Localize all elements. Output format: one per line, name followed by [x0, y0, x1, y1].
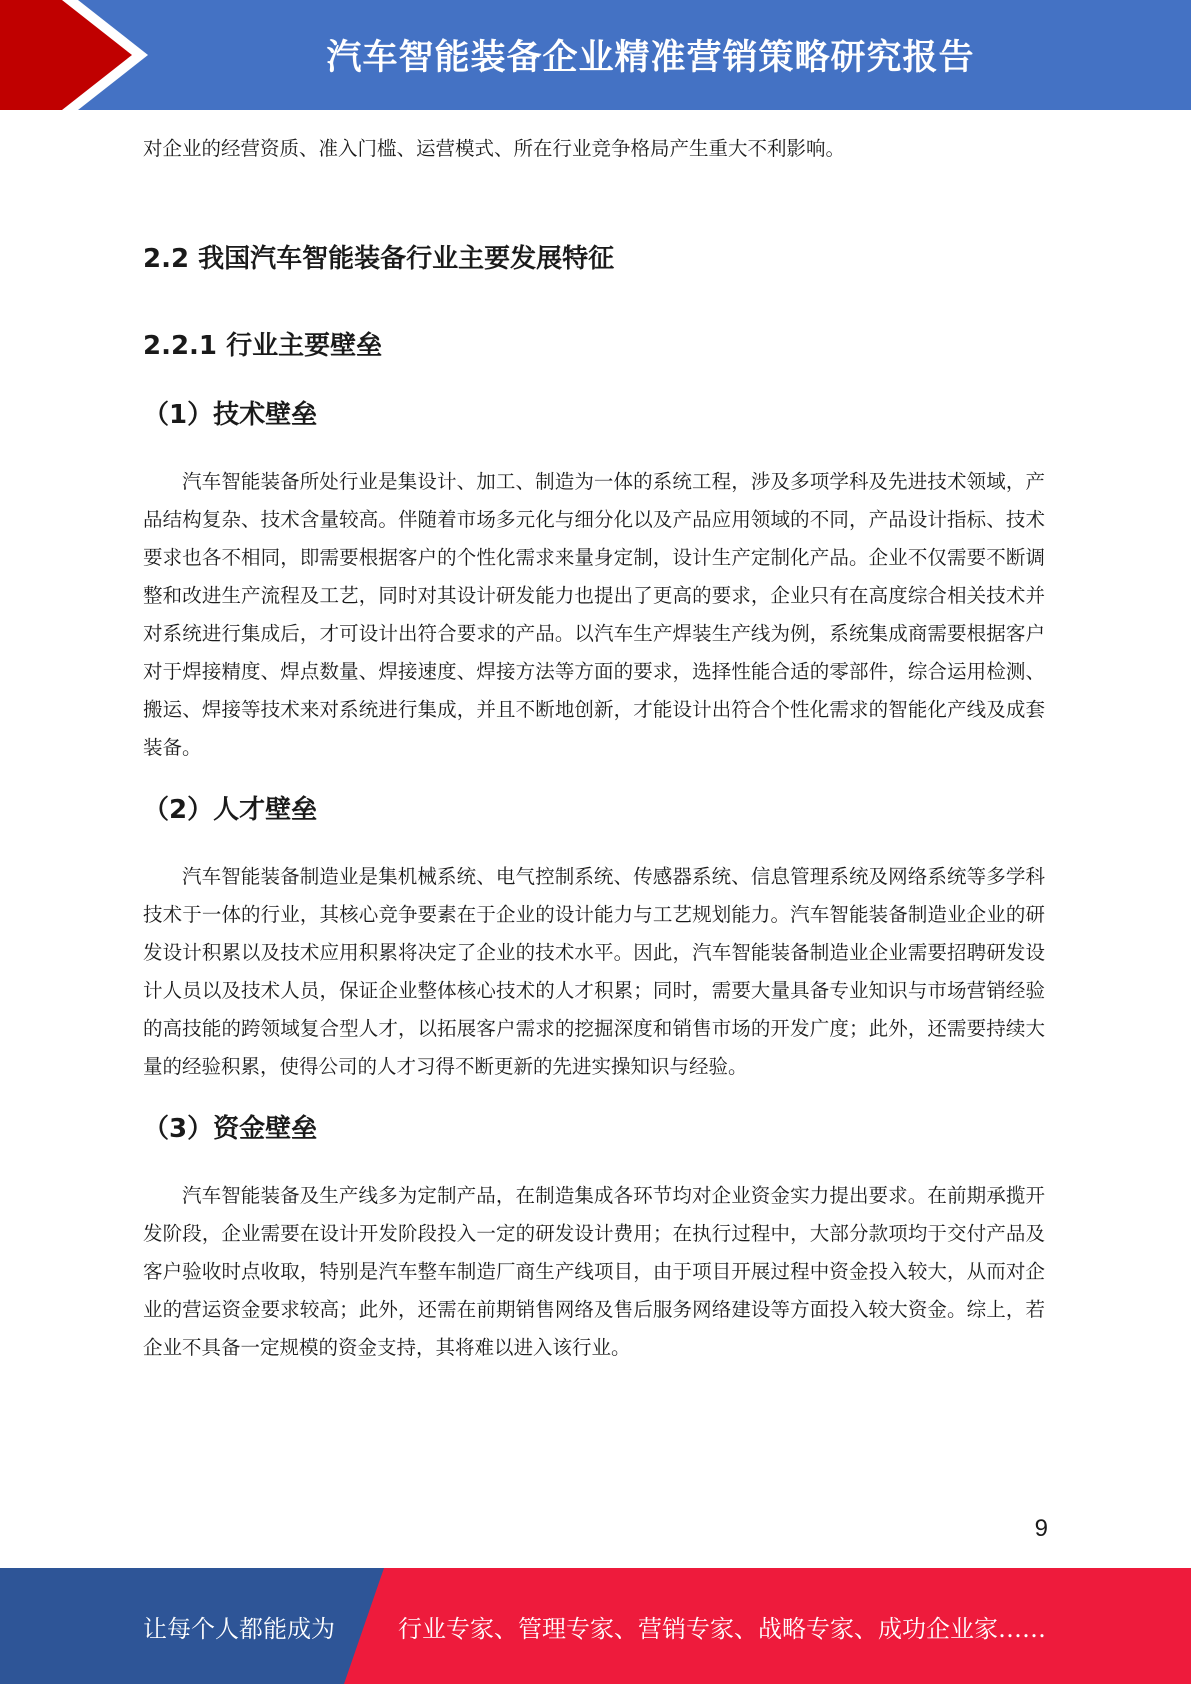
paragraph-capital-barrier: 汽车智能装备及生产线多为定制产品，在制造集成各环节均对企业资金实力提出要求。在前期承揽开发阶段，企业需要在设计开发阶段投入一定的研发设计费用；在执行过程中，大部分款项均于交付产品及客户验收时点收取，特别是汽车整车制造厂商生产线项目，由于项目开展过程中资金投入较大，从而对企业的营运资金要求较高；此外，还需在前期销售网络及售后服务网络建设等方面投入较大资金。综上，若企业不具备一定规模的资金支持，其将难以进入该行业。 — [143, 1184, 1045, 1359]
heading-tech-barrier: （1）技术壁垒 — [143, 400, 318, 430]
section-heading-2-2: 2.2 我国汽车智能装备行业主要发展特征 — [143, 244, 615, 274]
footer-slogan-right: 行业专家、管理专家、营销专家、战略专家、成功企业家…… — [398, 1614, 1046, 1643]
paragraph-tech-barrier: 汽车智能装备所处行业是集设计、加工、制造为一体的系统工程，涉及多项学科及先进技术领域，产品结构复杂、技术含量较高。伴随着市场多元化与细分化以及产品应用领域的不同，产品设计指标、技术要求也各不相同，即需要根据客户的个性化需求来量身定制，设计生产定制化产品。企业不仅需要不断调整和改进生产流程及工艺，同时对其设计研发能力也提出了更高的要求，企业只有在高度综合相关技术并对系统进行集成后，才可设计出符合要求的产品。以汽车生产焊装生产线为例，系统集成商需要根据客户对于焊接精度、焊点数量、焊接速度、焊接方法等方面的要求，选择性能合适的零部件，综合运用检测、搬运、焊接等技术来对系统进行集成，并且不断地创新，才能设计出符合个性化需求的智能化产线及成套装备。 — [143, 470, 1045, 759]
intro-paragraph: 对企业的经营资质、准入门槛、运营模式、所在行业竞争格局产生重大不利影响。 — [143, 137, 846, 160]
section-heading-2-2-1: 2.2.1 行业主要壁垒 — [143, 331, 383, 361]
page-header — [0, 0, 1191, 110]
heading-talent-barrier: （2）人才壁垒 — [143, 795, 318, 825]
paragraph-talent-barrier: 汽车智能装备制造业是集机械系统、电气控制系统、传感器系统、信息管理系统及网络系统等多学科技术于一体的行业，其核心竞争要素在于企业的设计能力与工艺规划能力。汽车智能装备制造业企业的研发设计积累以及技术应用积累将决定了企业的技术水平。因此，汽车智能装备制造业企业需要招聘研发设计人员以及技术人员，保证企业整体核心技术的人才积累；同时，需要大量具备专业知识与市场营销经验的高技能的跨领域复合型人才，以拓展客户需求的挖掘深度和销售市场的开发广度；此外，还需要持续大量的经验积累，使得公司的人才习得不断更新的先进实操知识与经验。 — [143, 865, 1045, 1078]
page-number: 9 — [1034, 1515, 1048, 1542]
page-footer — [0, 1568, 1191, 1684]
footer-slogan-left: 让每个人都能成为 — [143, 1614, 335, 1643]
header-arrow-decoration — [0, 0, 160, 110]
header-title: 汽车智能装备企业精准营销策略研究报告 — [326, 38, 975, 78]
heading-capital-barrier: （3）资金壁垒 — [143, 1114, 318, 1144]
document-body — [143, 130, 1045, 1367]
